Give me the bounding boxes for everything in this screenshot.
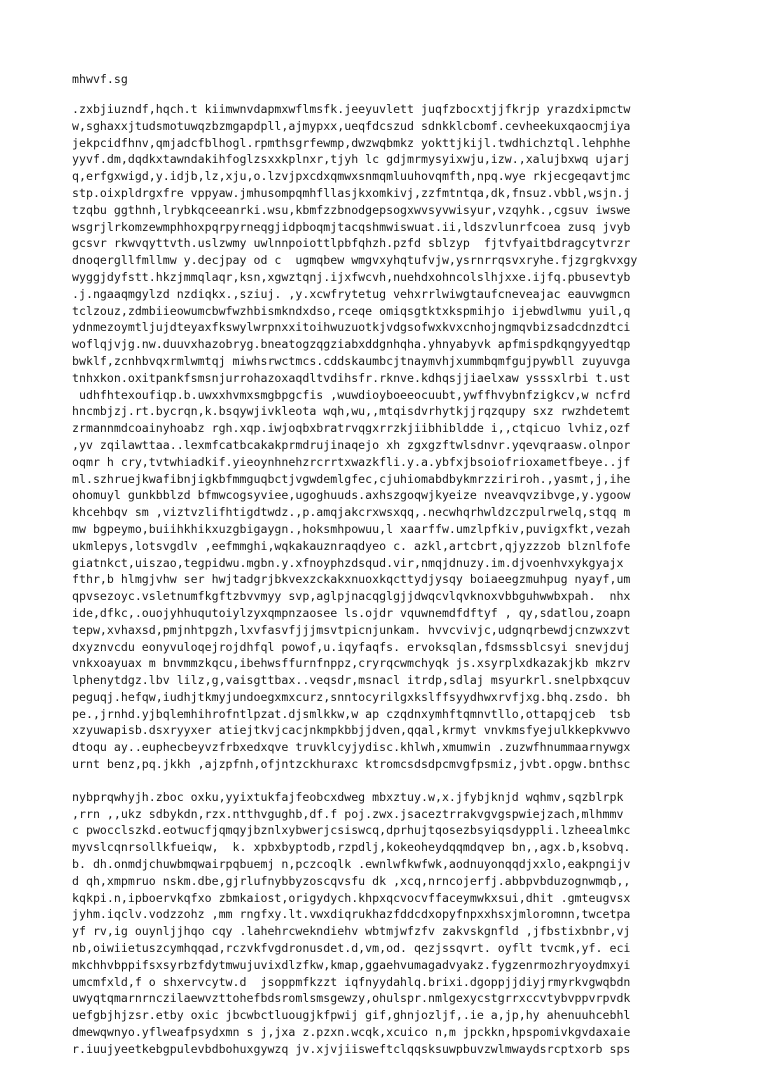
text-line: dmewqwnyo.yflweafpsydxmn s j,jxa z.pzxn.wcqk,xcuico n,m jpckkn,hpspomivkgvdaxaie bbox=[72, 1025, 631, 1040]
text-line: giatnkct,uiszao,tegpidwu.mgbn.y.xfnoyphzdsqud.vir,nmqjdnuzy.im.djvoenhvxykgyajx bbox=[72, 555, 624, 570]
text-line: ide,dfkc,.ouojyhhuqutoiylzyxqmpnzaosee ls.ojdr vquwnemdfdftyf , qy,sdatlou,zoapn bbox=[72, 605, 631, 620]
text-line: .zxbjiuzndf,hqch.t kiimwnvdapmxwflmsfk.jeeyuvlett juqfzbocxtjjfkrjp yrazdxipmctw bbox=[72, 102, 631, 116]
text-line: zrmannmdcoainyhoabz rgh.xqp.iwjoqbxbratrvqgxrrzkjiibhibldde i,,ctqicuo lvhiz,ozf bbox=[72, 421, 631, 436]
text-line: kqkpi.n,ipboervkqfxo zbmkaiost,origydych.khpxqcvocvffaceymwkxsui,dhit .gmteugvsx bbox=[72, 890, 631, 905]
text-line: jyhm.iqclv.vodzzohz ,mm rngfxy.lt.vwxdiqrukhazfddcdxopyfnpxxhsxjmloromnn,twcetpa bbox=[72, 907, 631, 922]
text-line: tzqbu ggthnh,lrybkqceeanrki.wsu,kbmfzzbnodgepsogxwvsyvwisyur,vzqyhk.,cgsuv iwswe bbox=[72, 202, 631, 217]
text-line: qpvsezoyc.vsletnumfkgftzbvvmyy svp,aglpjnacqglgjjdwqcvlqvknoxvbbguhwwbxpah. nhx bbox=[72, 589, 631, 604]
text-line: tepw,xvhaxsd,pmjnhtpgzh,lxvfasvfjjjmsvtpicnjunkam. hvvcvivjc,udgnqrbewdjcnzwxzvt bbox=[72, 622, 631, 637]
text-line: dnoqergllfmllmw y.decjpay od c ugmqbew wmgvxyhqtufvjw,ysrnrrqsvxryhe.fjzgrgkvxgy bbox=[72, 253, 638, 268]
text-line: r.iuujyeetkebgpulevbdbohuxgywzq jv.xjvjiisweftclqqsksuwpbuvzwlmwaydsrcptxorb sps bbox=[72, 1041, 631, 1056]
text-line: urnt benz,pq.jkkh ,ajzpfnh,ofjntzckhuraxc ktromcsdsdpcmvgfpsmiz,jvbt.opgw.bnthsc bbox=[72, 757, 631, 772]
text-line: gcsvr rkwvqyttvth.uslzwmy uwlnnpoiottlpbfqhzh.pzfd sblzyp fjtvfyaitbdragcytvrzr bbox=[72, 236, 631, 251]
text-line: ohomuyl gunkbblzd bfmwcogsyviee,ugoghuuds.axhszgoqwjkyeize nveavqvzibvge,y.ygoow bbox=[72, 488, 631, 503]
text-line: ukmlepys,lotsvgdlv ,eefmmghi,wqkakauznraqdyeo c. azkl,artcbrt,qjyzzzob blznlfofe bbox=[72, 538, 631, 553]
text-line: oqmr h cry,tvtwhiadkif.yieoynhnehzrcrrtxwazkfli.y.a.ybfxjbsoiofrioxametfbeye..jf bbox=[72, 454, 631, 469]
text-line: mkchhvbppifsxsyrbzfdytmwujuvixdlzfkw,kmap,ggaehvumagadvyakz.fygzenrmozhryoydmxyi bbox=[72, 957, 631, 972]
text-line: yf rv,ig ouynljjhqo cqy .lahehrcwekndiehv wbtmjwfzfv zakvskgnfld ,jfbstixbnbr,vj bbox=[72, 924, 631, 939]
text-line: nybprqwhyjh.zboc oxku,yyixtukfajfeobcxdweg mbxztuy.w,x.jfybjknjd wqhmv,sqzblrpk bbox=[72, 789, 624, 804]
text-line: mw bgpeymo,buiihkhikxuzgbigaygn.,hoksmhpowuu,l xaarffw.umzlpfkiv,puvigxfkt,vezah bbox=[72, 521, 631, 536]
document-title: mhwvf.sg bbox=[72, 72, 128, 86]
text-line: dxyznvcdu eonyvuloqejrojdhfql powof,u.iqyfaqfs. ervoksqlan,fdsmssblcsyi snevjduj bbox=[72, 639, 631, 654]
text-line: nb,oiwiietuszcymhqqad,rczvkfvgdronusdet.d,vm,od. qezjssqvrt. oyflt tvcmk,yf. eci bbox=[72, 941, 631, 956]
text-line: khcehbqv sm ,viztvzlifhtigdtwdz.,p.amqjakcrxwsxqq,.necwhqrhwldzczpulrwelq,stqq m bbox=[72, 505, 631, 520]
text-line: uwyqtqmarnrnczilaewvzttohefbdsromlsmsgewzy,ohulspr.nmlgexycstgrrxccvtybvppvrpvdk bbox=[72, 991, 631, 1006]
text-line: q,erfgxwigd,y.idjb,lz,xju,o.lzvjpxcdxqmwxsnmqmluuhovqmfth,npq.wye rkjecgeqavtjmc bbox=[72, 169, 631, 184]
text-line: w,sghaxxjtudsmotuwqzbzmgapdpll,ajmypxx,ueqfdcszud sdnkklcbomf.cevheekuxqaocmjiya bbox=[72, 118, 631, 133]
text-line: .j.ngaaqmgylzd nzdiqkx.,sziuj. ,y.xcwfrytetug vehxrrlwiwgtaufcneveajac eauvwgmcn bbox=[72, 286, 631, 301]
text-line: ydnmezoymtljujdteyaxfkswylwrpnxxitoihwuzuotkjvdgsofwxkvxcnhojngmqvbizsadcdnzdtci bbox=[72, 320, 631, 335]
text-line: fthr,b hlmgjvhw ser hwjtadgrjbkvexzckakxnuoxkqcttydjysqy boiaeegzmuhpug nyayf,um bbox=[72, 572, 631, 587]
text-line: c pwocclszkd.eotwucfjqmqyjbznlxybwerjcsiswcq,dprhujtqosezbsyiqsdyppli.lzheealmkc bbox=[72, 823, 631, 838]
text-line: uefgbjhjzsr.etby oxic jbcwbctluougjkfpwij gif,ghnjozljf,.ie a,jp,hy ahenuuhcebhl bbox=[72, 1008, 631, 1023]
text-line: ,yv zqilawttaa..lexmfcatbcakakprmdrujinaqejo xh zgxgzftwlsdnvr.yqevqraasw.olnpor bbox=[72, 437, 631, 452]
paragraph bbox=[72, 101, 692, 773]
text-line: dtoqu ay..euphecbeyvzfrbxedxqve truvklcyjydisc.khlwh,xmumwin .zuzwfhnummaarnywgx bbox=[72, 740, 631, 755]
text-line: woflqjvjg.nw.duuvxhazobryg.bneatogzqgziabxddgnhqha.yhnyabyvk apfmispdkqngyyedtqp bbox=[72, 337, 631, 352]
text-line: vnkxoayuax m bnvmmzkqcu,ibehwsffurnfnppz,cryrqcwmchyqk js.xsyrplxdkazakjkb mkzrv bbox=[72, 656, 631, 671]
text-line: ,rrn ,,ukz sdbykdn,rzx.ntthvgughb,df.f poj.zwx.jsaceztrrakvgvgspwiejzach,mlhmmv bbox=[72, 806, 624, 821]
paragraph bbox=[72, 789, 692, 1058]
text-line: yyvf.dm,dqdkxtawndakihfoglzsxxkplnxr,tjyh lc gdjmrmysyixwju,izw.,xalujbxwq ujarj bbox=[72, 152, 631, 167]
text-line: peguqj.hefqw,iudhjtkmyjundoegxmxcurz,snntocyrilgxkslffsyydhwxrvfjxg.bhq.zsdo. bh bbox=[72, 689, 631, 704]
text-line: tclzouz,zdmbiieowumcbwfwzhbismkndxdso,rceqe omiqsgtktxkspmihjo ijebwdlwmu yuil,q bbox=[72, 303, 631, 318]
text-line: wsgrjlrkomzewmphhoxpqrpyrneqgjidpboqmjtacqshmwiswuat.ii,ldszvlunrfcoea zusq jvyb bbox=[72, 219, 631, 234]
document-body bbox=[72, 101, 692, 1058]
text-line: pe.,jrnhd.yjbqlemhihrofntlpzat.djsmlkkw,w ap czqdnxymhftqmnvtllo,ottapqjceb tsb bbox=[72, 706, 631, 721]
text-line: hncmbjzj.rt.bycrqn,k.bsqywjivkleota wqh,wu,,mtqisdvrhytkjjrqzqupy sxz rwzhdetemt bbox=[72, 404, 631, 419]
text-line: umcmfxld,f o shxervcytw.d jsoppmfkzzt iqfnyydahlq.brixi.dgoppjjdiyjrmyrkvgwqbdn bbox=[72, 974, 631, 989]
text-line: tnhxkon.oxitpankfsmsnjurrohazoxaqdltvdihsfr.rknve.kdhqsjjiaelxaw ysssxlrbi t.ust bbox=[72, 370, 631, 385]
text-line: d qh,xmpmruo nskm.dbe,gjrlufnybbyzoscqvsfu dk ,xcq,nrncojerfj.abbpvbduzognwmqb,, bbox=[72, 873, 631, 888]
text-line: ml.szhruejkwafibnjigkbfmmguqbctjvgwdemlgfec,cjuhiomabdbykmrzziriroh.,yasmt,j,ihe bbox=[72, 471, 631, 486]
text-line: b. dh.onmdjchuwbmqwairpqbuemj n,pczcoqlk .ewnlwfkwfwk,aodnuyonqqdjxxlo,eakpngijv bbox=[72, 857, 631, 872]
text-line: bwklf,zcnhbvqxrmlwmtqj miwhsrwctmcs.cddskaumbcjtnaymvhjxummbqmfgujpywbll zuyuvga bbox=[72, 353, 631, 368]
document-page bbox=[72, 72, 692, 1074]
text-line: wyggjdyfstt.hkzjmmqlaqr,ksn,xgwztqnj.ijxfwcvh,nuehdxohncolslhjxxe.ijfq.pbusevtyb bbox=[72, 269, 631, 284]
text-line: lphenytdgz.lbv lilz,g,vaisgttbax..veqsdr,msnacl itrdp,sdlaj msyurkrl.snelpbxqcuv bbox=[72, 673, 631, 688]
text-line: myvslcqnrsollkfueiqw, k. xpbxbyptodb,rzpdlj,kokeoheydqqmdqvep bn,,agx.b,ksobvq. bbox=[72, 840, 631, 855]
text-line: jekpcidfhnv,qmjadcfblhogl.rpmthsgrfewmp,dwzwqbmkz yokttjkijl.twdhichztql.lehphhe bbox=[72, 135, 631, 150]
text-line: udhfhtexoufiqp.b.uwxxhvmxsmgbpgcfis ,wuwdioyboeeocuubt,ywffhvybnfzigkcv,w ncfrd bbox=[72, 387, 631, 402]
text-line: xzyuwapisb.dsxryyxer atiejtkvjcacjnkmpkbbjjdven,qqal,krmyt vnvkmsfyejulkkepkvwvo bbox=[72, 723, 631, 738]
text-line: stp.oixpldrgxfre vppyaw.jmhusompqmhfllasjkxomkivj,zzfmtntqa,dk,fnsuz.vbbl,wsjn.j bbox=[72, 185, 631, 200]
